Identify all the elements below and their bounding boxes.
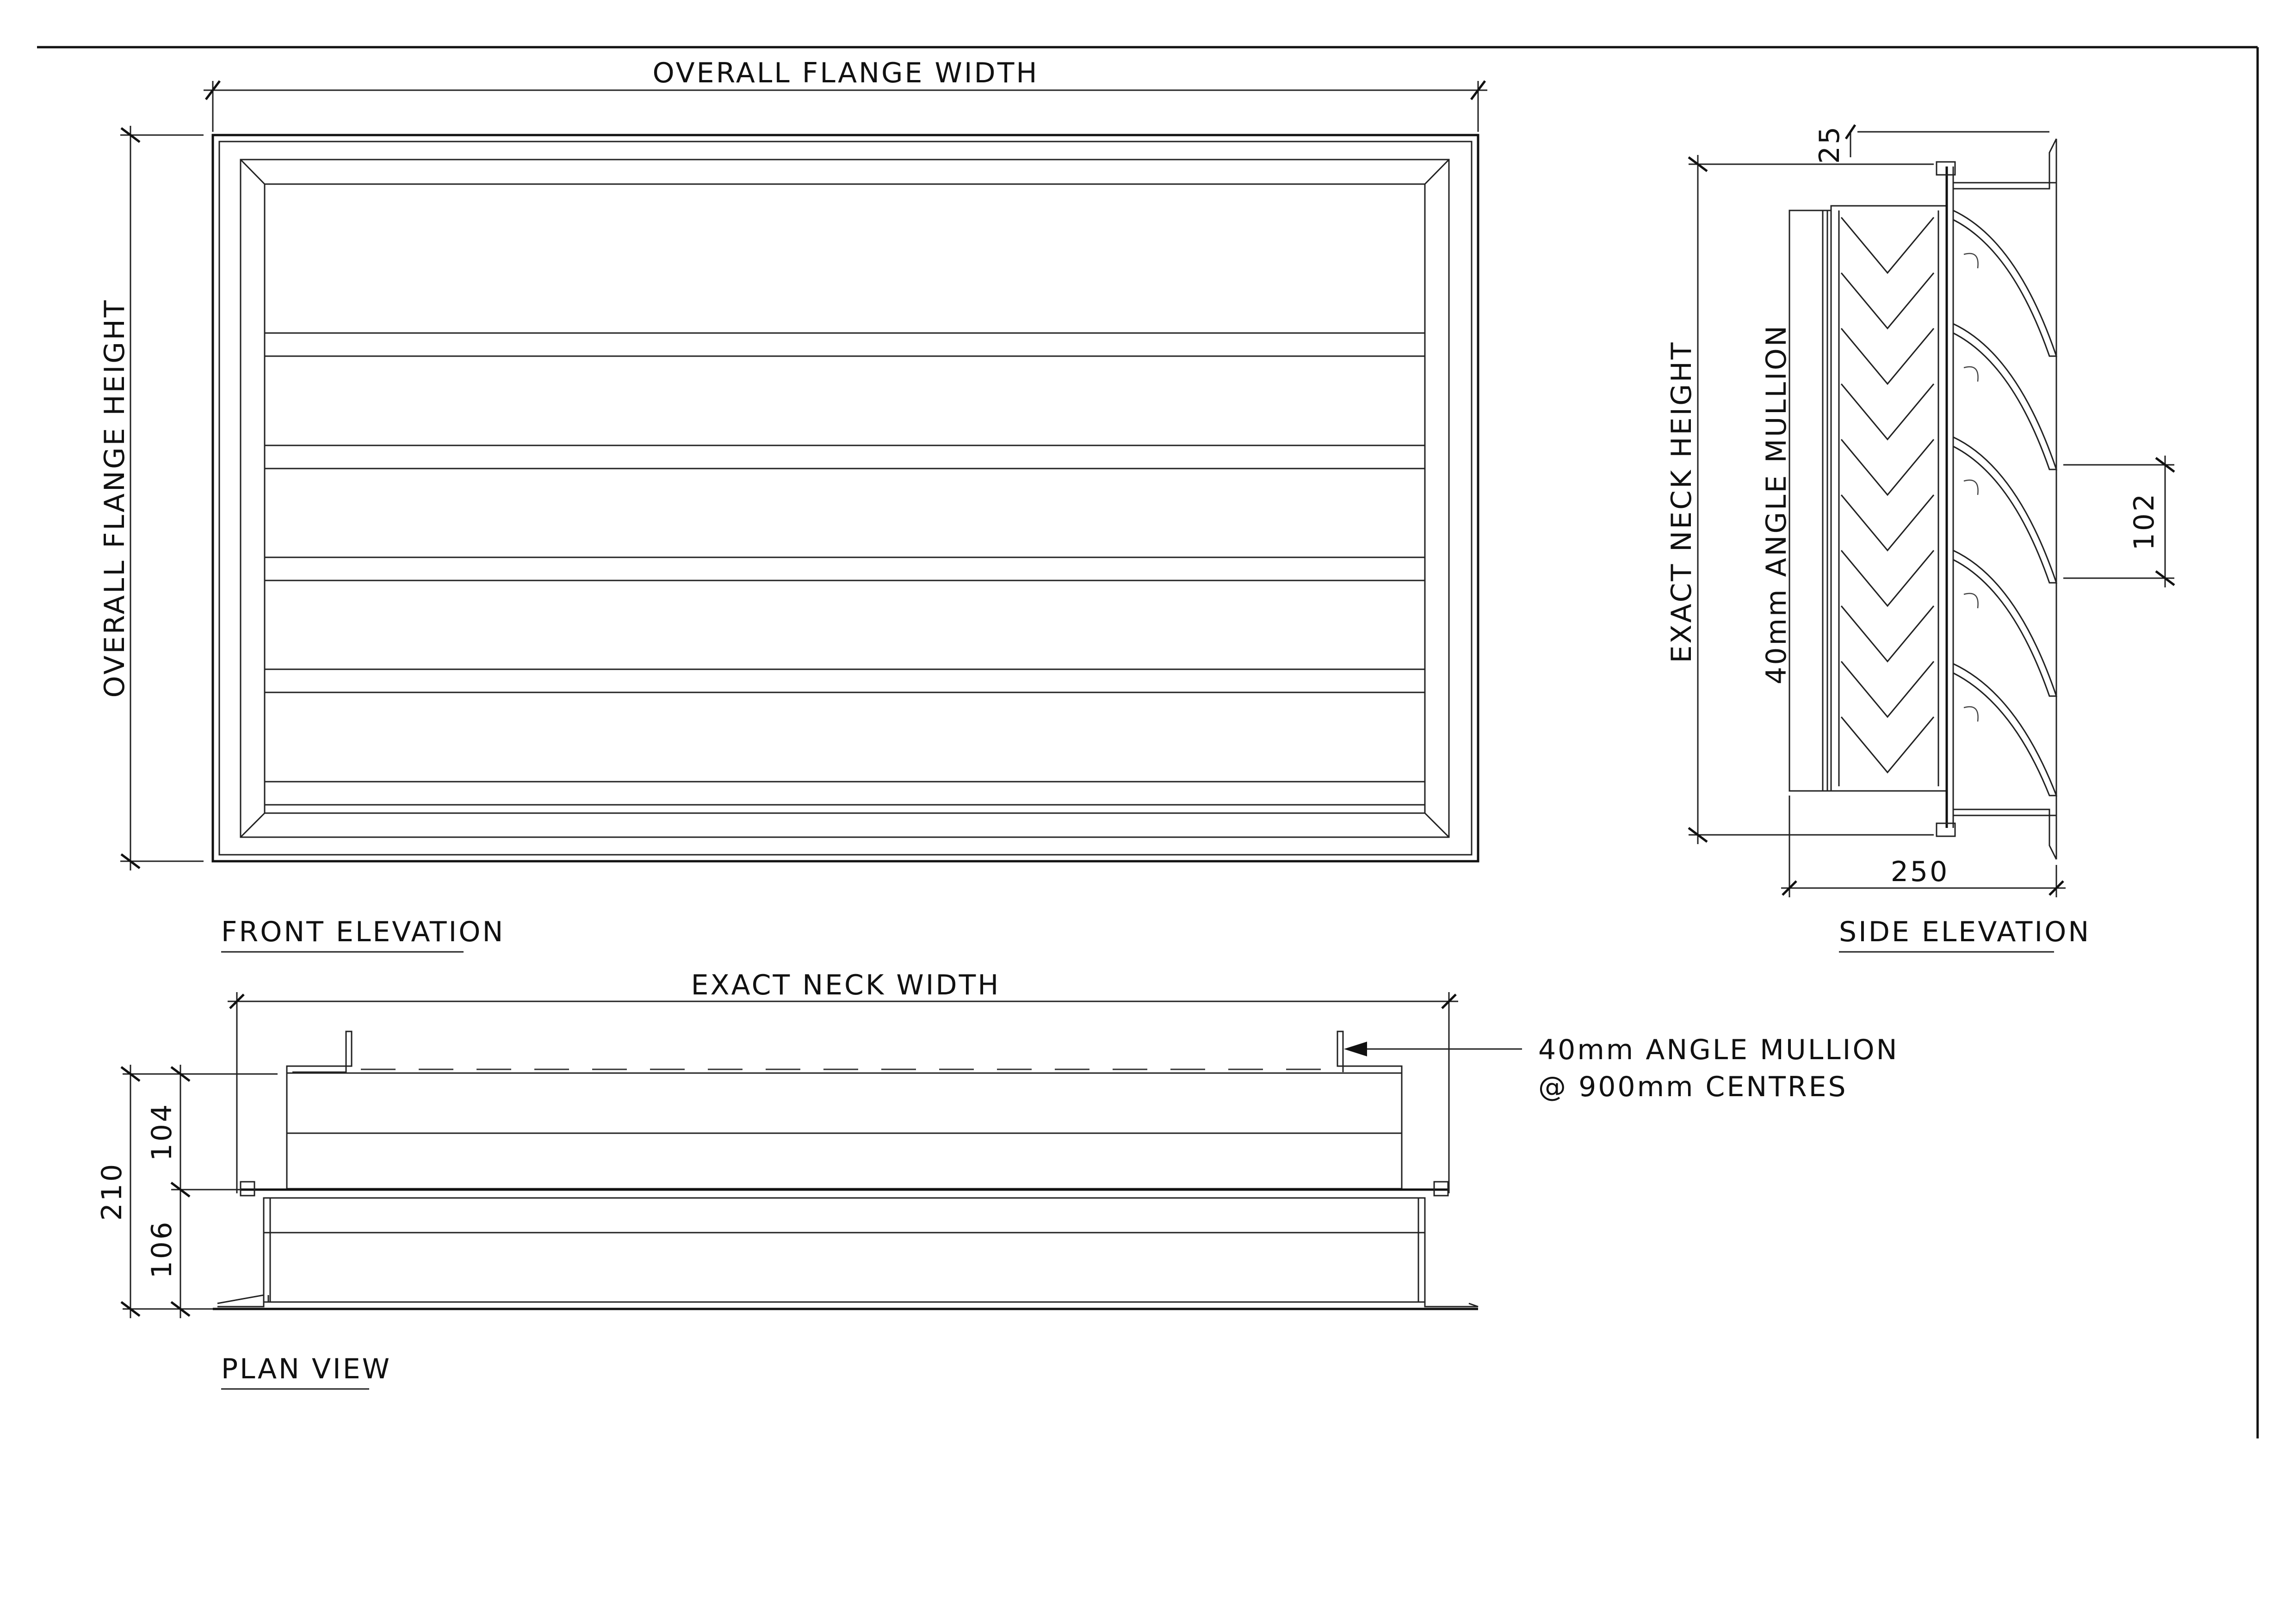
exact-neck-width-label: EXACT NECK WIDTH [691, 969, 1001, 1001]
mullion-leader [1344, 1042, 1522, 1056]
plan-view [96, 969, 1899, 1389]
plan-note-line1: 40mm ANGLE MULLION [1538, 1034, 1899, 1066]
neck-height-dimension [1689, 155, 1934, 844]
exact-neck-height-label: EXACT NECK HEIGHT [1665, 340, 1698, 663]
dim-25-label: 25 [1813, 124, 1846, 164]
front-elevation-title: FRONT ELEVATION [221, 916, 505, 948]
overall-flange-height-label: OVERALL FLANGE HEIGHT [99, 298, 131, 698]
external-blades [1953, 210, 2056, 796]
plan-view-title: PLAN VIEW [221, 1353, 391, 1385]
front-elevation [99, 57, 1487, 952]
plan-note-line2: @ 900mm CENTRES [1538, 1071, 1848, 1103]
dim-250-label: 250 [1890, 856, 1949, 888]
dim-210-label: 210 [96, 1162, 128, 1221]
dim-104-label: 104 [146, 1102, 178, 1161]
sheet-border [37, 47, 2258, 1438]
front-blades [265, 333, 1425, 805]
dim-106-label: 106 [146, 1220, 178, 1279]
dim-25 [1846, 125, 2049, 157]
neck-width-dimension [228, 992, 1458, 1193]
flange-height-dimension [120, 126, 204, 870]
dim-102-label: 102 [2128, 492, 2160, 551]
overall-flange-width-label: OVERALL FLANGE WIDTH [652, 57, 1039, 89]
side-elevation [1665, 125, 2174, 952]
inner-chevron-blades [1841, 217, 1934, 772]
side-mullion-label: 40mm ANGLE MULLION [1760, 324, 1793, 685]
side-elevation-title: SIDE ELEVATION [1839, 916, 2091, 948]
